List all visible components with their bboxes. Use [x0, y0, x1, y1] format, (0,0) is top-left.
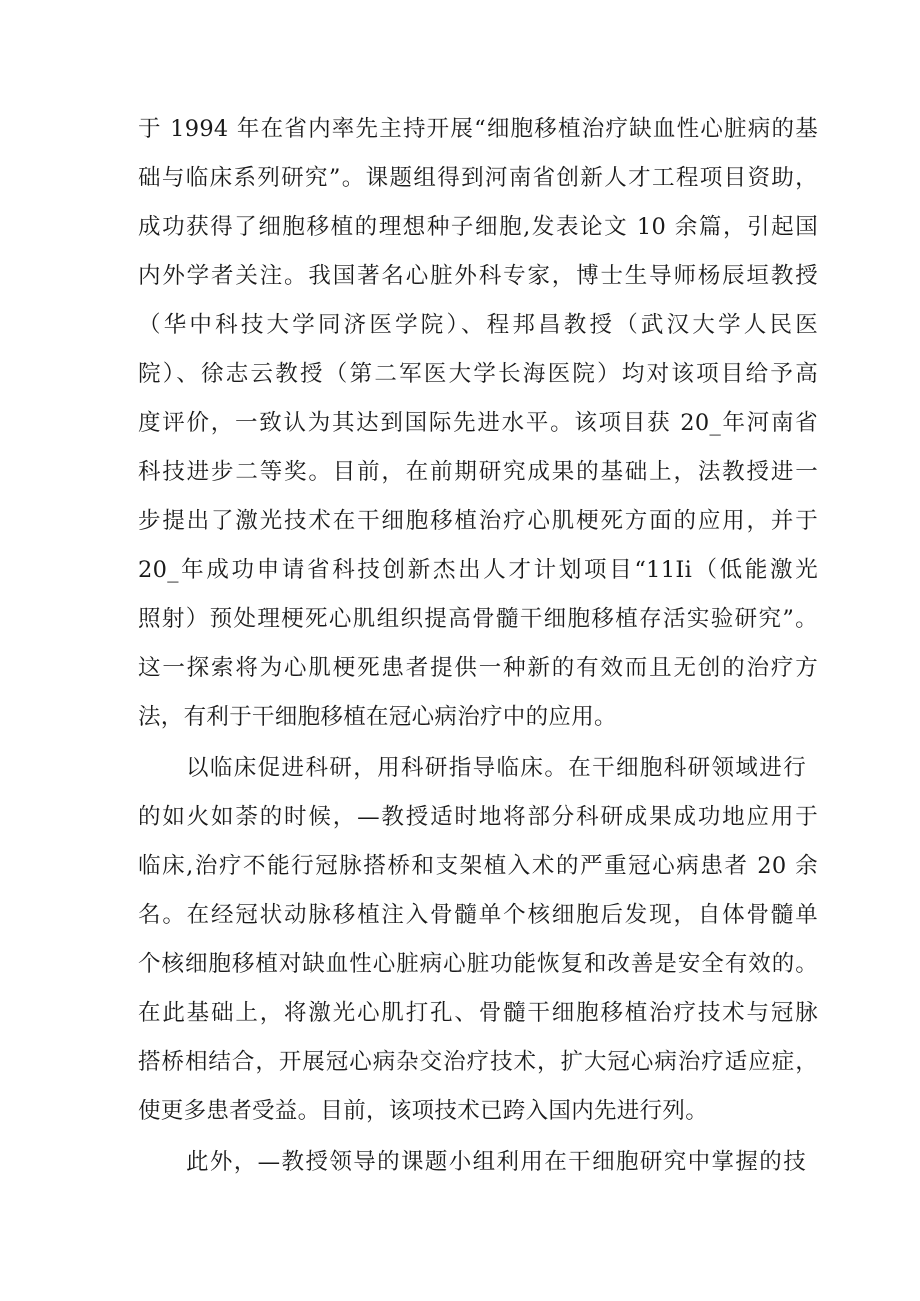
text-line: 法，有利于干细胞移植在冠心病治疗中的应用。 — [138, 704, 617, 730]
text-line: 科技进步二等奖。目前，在前期研究成果的基础上，法教授进一 — [138, 459, 818, 485]
paragraph-first-line: 以临床促进科研，用科研指导临床。在干细胞科研领域进行 — [186, 755, 806, 781]
text-line: 名。在经冠状动脉移植注入骨髓单个核细胞后发现，自体骨髓单 — [138, 902, 818, 928]
text-line: 院）、徐志云教授（第二军医大学长海医院）均对该项目给予高 — [138, 361, 818, 387]
text-line: 这一探索将为心肌梗死患者提供一种新的有效而且无创的治疗方 — [138, 655, 818, 681]
text-line: 度评价，一致认为其达到国际先进水平。该项目获 20_年河南省 — [138, 410, 818, 436]
text-line: 搭桥相结合，开展冠心病杂交治疗技术，扩大冠心病治疗适应症， — [138, 1049, 818, 1075]
text-line: 个核细胞移植对缺血性心脏病心脏功能恢复和改善是安全有效的。 — [138, 951, 818, 977]
text-line: 照射）预处理梗死心肌组织提高骨髓干细胞移植存活实验研究”。 — [138, 606, 818, 632]
text-line: 步提出了激光技术在干细胞移植治疗心肌梗死方面的应用，并于 — [138, 508, 818, 534]
text-line: 20_年成功申请省科技创新杰出人才计划项目“11Ii（低能激光 — [138, 557, 818, 583]
text-line: 础与临床系列研究”。课题组得到河南省创新人才工程项目资助， — [138, 165, 818, 191]
text-line: 在此基础上，将激光心肌打孔、骨髓干细胞移植治疗技术与冠脉 — [138, 1000, 818, 1026]
paragraph-first-line: 此外，—教授领导的课题小组利用在干细胞研究中掌握的技 — [186, 1149, 806, 1175]
text-line: 临床,治疗不能行冠脉搭桥和支架植入术的严重冠心病患者 20 余 — [138, 853, 818, 879]
text-line: 的如火如荼的时候，—教授适时地将部分科研成果成功地应用于 — [138, 804, 818, 830]
text-line: （华中科技大学同济医学院）、程邦昌教授（武汉大学人民医 — [138, 312, 818, 338]
text-line: 使更多患者受益。目前，该项技术已跨入国内先进行列。 — [138, 1098, 709, 1124]
text-line: 内外学者关注。我国著名心脏外科专家，博士生导师杨辰垣教授 — [138, 263, 818, 289]
text-line: 于 1994 年在省内率先主持开展“细胞移植治疗缺血性心脏病的基 — [138, 116, 818, 142]
text-line: 成功获得了细胞移植的理想种子细胞,发表论文 10 余篇，引起国 — [138, 214, 818, 240]
